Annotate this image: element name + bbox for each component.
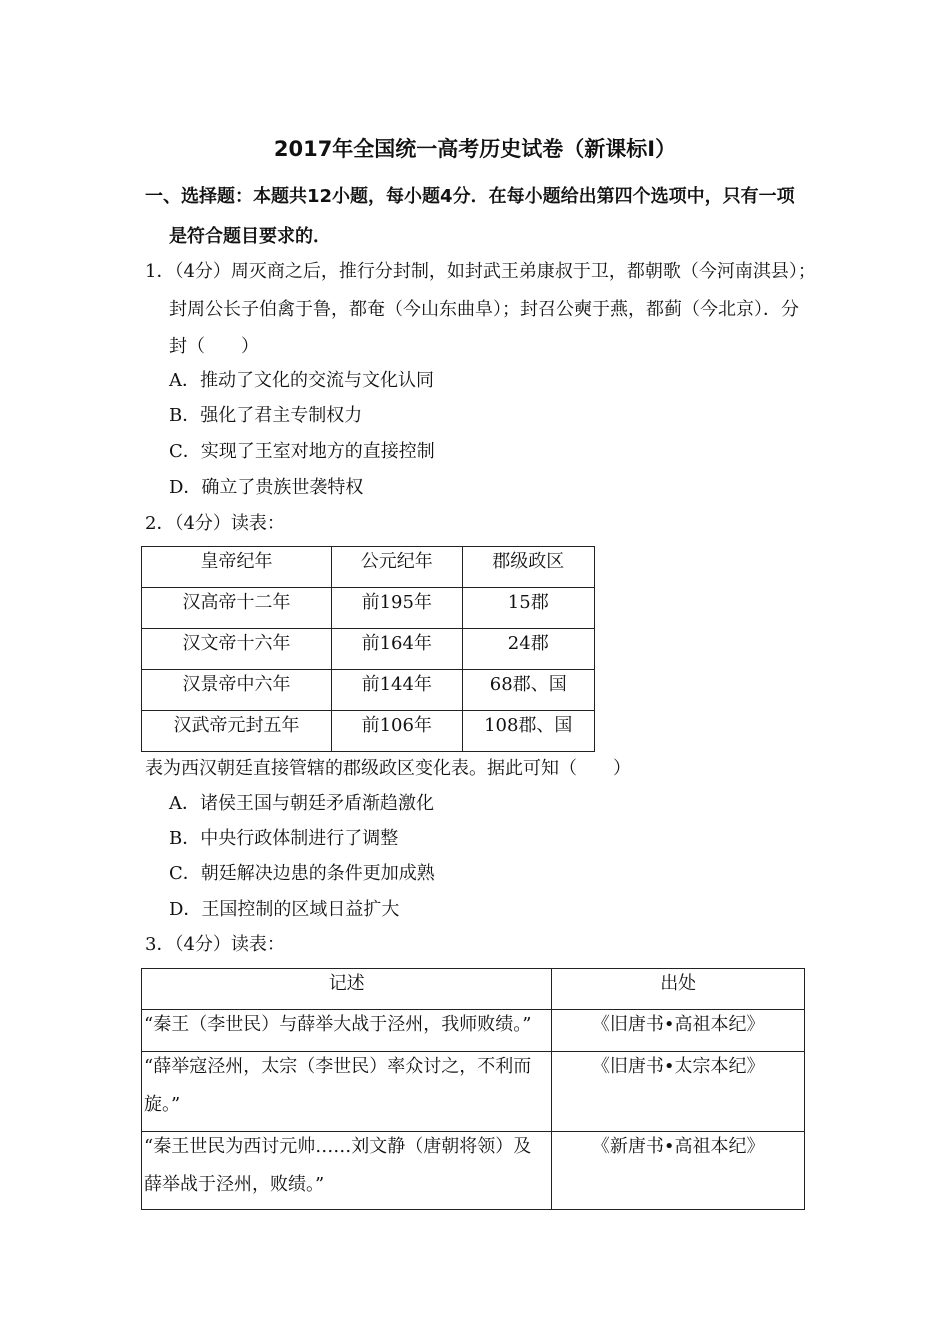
section-heading-line2: 是符合题目要求的． bbox=[169, 226, 331, 247]
q1-option-a: A．推动了文化的交流与文化认同 bbox=[169, 370, 434, 391]
table-header-row bbox=[142, 969, 805, 1010]
table-cell: 汉武帝元封五年 bbox=[142, 711, 332, 752]
q1-stem-line1: 1．（4分）周灭商之后，推行分封制，如封武王弟康叔于卫，都朝歌（今河南淇县）； bbox=[145, 261, 816, 282]
table-cell: 汉文帝十六年 bbox=[142, 629, 332, 670]
q2-option-a: A．诸侯王国与朝廷矛盾渐趋激化 bbox=[169, 793, 434, 814]
table-row bbox=[142, 1052, 805, 1132]
table-cell: 24郡 bbox=[462, 629, 594, 670]
record-text: “秦王（李世民）与薛举大战于泾州，我师败绩。” bbox=[144, 1014, 532, 1035]
q2-stem: 2．（4分）读表： bbox=[145, 513, 285, 534]
q1-option-b: B．强化了君主专制权力 bbox=[169, 405, 363, 426]
table-row bbox=[142, 588, 595, 629]
table-header-cell: 郡级政区 bbox=[462, 547, 594, 588]
q2-after-text: 表为西汉朝廷直接管辖的郡级政区变化表。据此可知（ ） bbox=[145, 758, 631, 779]
table-row bbox=[142, 670, 595, 711]
table-cell: 汉高帝十二年 bbox=[142, 588, 332, 629]
q1-option-d: D．确立了贵族世袭特权 bbox=[169, 477, 364, 498]
q1-stem-line3: 封（ ） bbox=[169, 336, 259, 357]
record-text: “薛举寇泾州，太宗（李世民）率众讨之，不利而 bbox=[144, 1056, 532, 1077]
q3-table bbox=[141, 968, 805, 1210]
table-cell: 108郡、国 bbox=[462, 711, 594, 752]
q2-option-b: B．中央行政体制进行了调整 bbox=[169, 828, 399, 849]
table-cell: 前195年 bbox=[332, 588, 462, 629]
table-cell: 前164年 bbox=[332, 629, 462, 670]
table-cell: 68郡、国 bbox=[462, 670, 594, 711]
table-row bbox=[142, 1132, 805, 1210]
table-cell bbox=[142, 1052, 552, 1132]
record-text: “秦王世民为西讨元帅……刘文静（唐朝将领）及 bbox=[144, 1136, 532, 1157]
table-cell: 《旧唐书•太宗本纪》 bbox=[552, 1052, 805, 1132]
table-header-cell: 皇帝纪年 bbox=[142, 547, 332, 588]
record-text: 旋。” bbox=[144, 1094, 181, 1115]
table-row bbox=[142, 629, 595, 670]
q2-option-c: C．朝廷解决边患的条件更加成熟 bbox=[169, 863, 435, 884]
table-cell: 汉景帝中六年 bbox=[142, 670, 332, 711]
table-row bbox=[142, 711, 595, 752]
q2-table bbox=[141, 546, 595, 752]
table-cell bbox=[142, 1010, 552, 1052]
q1-option-c: C．实现了王室对地方的直接控制 bbox=[169, 441, 435, 462]
section-heading-line1: 一、选择题：本题共12小题，每小题4分．在每小题给出第四个选项中，只有一项 bbox=[145, 186, 795, 207]
table-cell bbox=[142, 1132, 552, 1210]
q3-stem: 3．（4分）读表： bbox=[145, 934, 285, 955]
page-title: 2017年全国统一高考历史试卷（新课标Ⅰ） bbox=[273, 137, 677, 161]
table-cell: 前144年 bbox=[332, 670, 462, 711]
table-cell: 《新唐书•高祖本纪》 bbox=[552, 1132, 805, 1210]
table-row bbox=[142, 1010, 805, 1052]
table-header-cell: 出处 bbox=[552, 969, 805, 1010]
table-header-cell: 记述 bbox=[142, 969, 552, 1010]
table-header-cell: 公元纪年 bbox=[332, 547, 462, 588]
q1-stem-line2: 封周公长子伯禽于鲁，都奄（今山东曲阜）；封召公奭于燕，都蓟（今北京）．分 bbox=[169, 299, 799, 320]
q2-option-d: D．王国控制的区域日益扩大 bbox=[169, 899, 400, 920]
table-cell: 前106年 bbox=[332, 711, 462, 752]
table-cell: 15郡 bbox=[462, 588, 594, 629]
table-cell: 《旧唐书•高祖本纪》 bbox=[552, 1010, 805, 1052]
table-header-row bbox=[142, 547, 595, 588]
record-text: 薛举战于泾州，败绩。” bbox=[144, 1174, 325, 1195]
